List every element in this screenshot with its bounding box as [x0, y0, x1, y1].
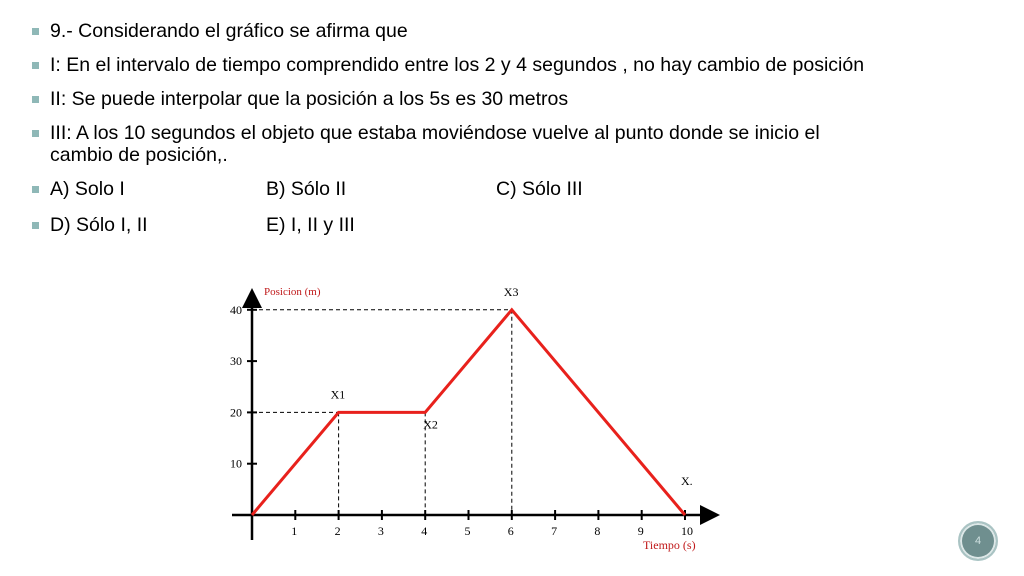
statement-2: II: Se puede interpolar que la posición a los 5s es 30 metros: [30, 88, 870, 110]
x-tick-label: 4: [421, 524, 428, 538]
x-tick-label: 9: [637, 524, 644, 538]
y-axis-label: Posicion (m): [264, 286, 321, 298]
x-tick-label: 6: [507, 524, 514, 538]
option-e: E) I, II y III: [266, 214, 355, 236]
option-d: D) Sólo I, II: [50, 214, 148, 236]
option-b: B) Sólo II: [266, 178, 347, 200]
x-tick-label: 8: [594, 524, 601, 538]
point-label-x3: X3: [503, 284, 519, 299]
point-label-x2: X2: [423, 417, 438, 432]
question-title: 9.- Considerando el gráfico se afirma que: [30, 20, 870, 42]
y-tick-label: 20: [230, 405, 242, 420]
x-tick-label: 10: [681, 524, 693, 538]
point-label-x1: X1: [330, 387, 346, 402]
x-tick-label: 3: [377, 524, 384, 538]
y-tick-label: 10: [230, 456, 242, 471]
y-tick-label: 30: [230, 354, 242, 369]
x-tick-label: 5: [464, 524, 471, 538]
option-c: C) Sólo III: [496, 178, 583, 200]
x-tick-label: 7: [551, 524, 558, 538]
x-tick-label: 1: [291, 524, 298, 538]
x-tick-label: 2: [334, 524, 341, 538]
option-a: A) Solo I: [50, 178, 125, 200]
x-axis-label: Tiempo (s): [643, 538, 696, 552]
slide-number-badge: 4: [958, 521, 998, 561]
y-tick-label: 40: [230, 302, 242, 317]
statement-3: III: A los 10 segundos el objeto que estaba moviéndose vuelve al punto donde se inicio el cambio de posición,.: [30, 122, 870, 166]
statement-1: I: En el intervalo de tiempo comprendido entre los 2 y 4 segundos , no hay cambio de posición: [30, 54, 870, 76]
point-label-x4: X.: [681, 474, 693, 488]
